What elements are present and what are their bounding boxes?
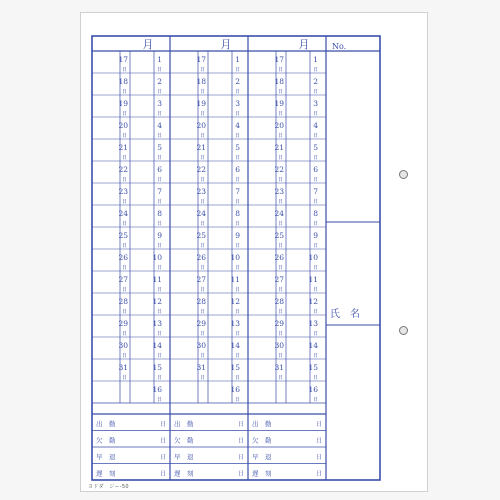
- day-number-right: 12: [308, 297, 318, 306]
- day-number-right: 6: [313, 165, 318, 174]
- day-unit-right: 日: [312, 67, 318, 73]
- summary-unit: 日: [238, 470, 245, 478]
- day-unit-right: 日: [234, 309, 240, 315]
- day-unit-right: 日: [156, 265, 162, 271]
- day-number-left: 28: [118, 297, 128, 306]
- summary-label: 出 勤: [252, 420, 272, 428]
- day-number-right: 11: [230, 275, 240, 284]
- summary-label: 遅 刻: [96, 469, 116, 478]
- day-unit-left: 日: [121, 331, 127, 337]
- day-number-right: 2: [157, 77, 162, 86]
- day-unit-left: 日: [121, 375, 127, 381]
- day-unit-right: 日: [234, 111, 240, 117]
- summary-label: 遅 刻: [252, 469, 272, 478]
- day-number-right: 7: [157, 187, 162, 196]
- day-unit-left: 日: [121, 67, 127, 73]
- day-number-left: 17: [274, 55, 284, 64]
- day-unit-left: 日: [199, 155, 205, 161]
- day-number-right: 11: [152, 275, 162, 284]
- day-number-left: 27: [118, 275, 128, 284]
- day-number-right: 9: [313, 231, 318, 240]
- day-number-right: 1: [313, 55, 318, 64]
- day-number-left: 24: [196, 209, 206, 218]
- day-number-left: 29: [118, 319, 128, 328]
- day-number-right: 8: [157, 209, 162, 218]
- day-unit-left: 日: [199, 353, 205, 359]
- summary-label: 遅 刻: [174, 469, 194, 478]
- day-unit-right: 日: [234, 353, 240, 359]
- day-number-right: 4: [313, 121, 318, 130]
- day-number-right: 5: [313, 143, 318, 152]
- day-number-right: 15: [152, 363, 162, 372]
- day-number-right: 8: [235, 209, 240, 218]
- day-unit-left: 日: [277, 111, 283, 117]
- day-number-right: 14: [152, 341, 162, 350]
- day-unit-left: 日: [121, 155, 127, 161]
- day-number-right: 1: [157, 55, 162, 64]
- day-unit-left: 日: [121, 309, 127, 315]
- day-number-right: 10: [230, 253, 240, 262]
- day-unit-right: 日: [312, 397, 318, 403]
- day-unit-left: 日: [121, 111, 127, 117]
- day-unit-right: 日: [312, 177, 318, 183]
- name-label: 氏 名: [330, 309, 360, 320]
- day-number-left: 31: [274, 363, 284, 372]
- day-unit-left: 日: [121, 265, 127, 271]
- day-unit-right: 日: [156, 67, 162, 73]
- day-unit-left: 日: [199, 111, 205, 117]
- day-unit-left: 日: [199, 199, 205, 205]
- day-unit-right: 日: [234, 89, 240, 95]
- day-number-left: 22: [274, 165, 284, 174]
- day-unit-left: 日: [277, 265, 283, 271]
- day-unit-right: 日: [156, 89, 162, 95]
- day-number-left: 28: [274, 297, 284, 306]
- day-number-right: 5: [157, 143, 162, 152]
- day-number-right: 11: [308, 275, 318, 284]
- day-unit-right: 日: [312, 243, 318, 249]
- month-label: 月: [142, 38, 154, 51]
- summary-unit: 日: [316, 421, 323, 428]
- day-number-right: 16: [308, 385, 318, 394]
- day-unit-left: 日: [277, 309, 283, 315]
- day-unit-right: 日: [312, 353, 318, 359]
- day-unit-left: 日: [277, 331, 283, 337]
- grid-text: [96, 38, 360, 478]
- day-unit-left: 日: [199, 221, 205, 227]
- day-number-left: 23: [196, 187, 206, 196]
- day-number-left: 25: [274, 231, 284, 240]
- day-number-left: 31: [196, 363, 206, 372]
- day-number-right: 3: [313, 99, 318, 108]
- day-number-left: 18: [274, 77, 284, 86]
- day-number-left: 30: [118, 341, 128, 350]
- day-number-right: 15: [230, 363, 240, 372]
- day-number-left: 28: [196, 297, 206, 306]
- day-number-left: 18: [118, 77, 128, 86]
- day-unit-right: 日: [156, 221, 162, 227]
- day-number-left: 21: [274, 143, 284, 152]
- day-number-left: 22: [118, 165, 128, 174]
- day-unit-left: 日: [121, 89, 127, 95]
- day-number-right: 13: [152, 319, 162, 328]
- summary-label: 早 退: [174, 453, 194, 461]
- day-unit-left: 日: [277, 353, 283, 359]
- day-number-right: 14: [308, 341, 318, 350]
- day-number-right: 6: [235, 165, 240, 174]
- day-number-right: 3: [235, 99, 240, 108]
- summary-unit: 日: [316, 454, 323, 461]
- day-unit-left: 日: [277, 199, 283, 205]
- day-unit-left: 日: [121, 133, 127, 139]
- summary-unit: 日: [238, 421, 245, 428]
- day-number-left: 24: [118, 209, 128, 218]
- day-unit-right: 日: [234, 177, 240, 183]
- day-number-left: 27: [274, 275, 284, 284]
- day-number-left: 25: [118, 231, 128, 240]
- day-number-left: 29: [274, 319, 284, 328]
- day-number-left: 19: [274, 99, 284, 108]
- day-unit-right: 日: [156, 309, 162, 315]
- day-unit-right: 日: [234, 243, 240, 249]
- day-number-right: 2: [235, 77, 240, 86]
- footer-code: ヨドダ ジー-50: [88, 484, 129, 490]
- summary-unit: 日: [160, 470, 167, 478]
- day-unit-left: 日: [121, 243, 127, 249]
- day-number-right: 16: [152, 385, 162, 394]
- day-number-right: 6: [157, 165, 162, 174]
- day-number-left: 23: [118, 187, 128, 196]
- day-number-left: 22: [196, 165, 206, 174]
- day-number-right: 12: [230, 297, 240, 306]
- summary-label: 欠 勤: [174, 436, 194, 445]
- day-unit-left: 日: [277, 221, 283, 227]
- day-unit-right: 日: [234, 67, 240, 73]
- day-number-left: 19: [118, 99, 128, 108]
- day-number-left: 31: [118, 363, 128, 372]
- day-unit-left: 日: [121, 177, 127, 183]
- day-unit-left: 日: [199, 243, 205, 249]
- day-unit-right: 日: [234, 397, 240, 403]
- summary-label: 早 退: [252, 453, 272, 461]
- day-unit-right: 日: [156, 287, 162, 293]
- summary-unit: 日: [160, 454, 167, 461]
- no-label: No.: [332, 42, 347, 51]
- day-unit-right: 日: [312, 331, 318, 337]
- day-number-right: 10: [308, 253, 318, 262]
- day-unit-left: 日: [277, 177, 283, 183]
- day-number-left: 27: [196, 275, 206, 284]
- day-unit-right: 日: [156, 133, 162, 139]
- day-unit-right: 日: [156, 111, 162, 117]
- summary-label: 出 勤: [96, 420, 116, 428]
- day-unit-left: 日: [121, 221, 127, 227]
- day-unit-right: 日: [312, 89, 318, 95]
- day-unit-left: 日: [199, 331, 205, 337]
- day-number-right: 7: [235, 187, 240, 196]
- day-number-left: 23: [274, 187, 284, 196]
- day-number-right: 13: [230, 319, 240, 328]
- day-unit-left: 日: [199, 177, 205, 183]
- day-unit-right: 日: [156, 243, 162, 249]
- day-number-right: 10: [152, 253, 162, 262]
- day-unit-right: 日: [234, 287, 240, 293]
- day-unit-left: 日: [199, 67, 205, 73]
- summary-unit: 日: [316, 470, 323, 478]
- day-number-left: 19: [196, 99, 206, 108]
- day-number-right: 14: [230, 341, 240, 350]
- day-number-left: 26: [196, 253, 206, 262]
- day-number-left: 21: [196, 143, 206, 152]
- day-unit-left: 日: [277, 89, 283, 95]
- day-unit-right: 日: [234, 265, 240, 271]
- day-unit-left: 日: [277, 375, 283, 381]
- day-number-right: 3: [157, 99, 162, 108]
- day-unit-left: 日: [121, 353, 127, 359]
- day-unit-right: 日: [234, 331, 240, 337]
- summary-unit: 日: [238, 454, 245, 461]
- day-number-left: 26: [274, 253, 284, 262]
- day-unit-right: 日: [156, 177, 162, 183]
- day-unit-right: 日: [312, 199, 318, 205]
- day-number-left: 20: [196, 121, 206, 130]
- day-unit-right: 日: [312, 111, 318, 117]
- day-unit-left: 日: [199, 265, 205, 271]
- day-number-left: 25: [196, 231, 206, 240]
- day-unit-right: 日: [156, 397, 162, 403]
- day-unit-right: 日: [312, 221, 318, 227]
- day-unit-right: 日: [234, 199, 240, 205]
- day-number-left: 17: [196, 55, 206, 64]
- day-number-right: 16: [230, 385, 240, 394]
- day-number-left: 21: [118, 143, 128, 152]
- summary-unit: 日: [316, 437, 323, 445]
- day-number-left: 30: [274, 341, 284, 350]
- day-unit-left: 日: [199, 287, 205, 293]
- day-number-right: 5: [235, 143, 240, 152]
- summary-unit: 日: [238, 437, 245, 445]
- day-number-left: 24: [274, 209, 284, 218]
- day-unit-left: 日: [277, 133, 283, 139]
- summary-unit: 日: [160, 437, 167, 445]
- day-unit-left: 日: [277, 67, 283, 73]
- day-unit-left: 日: [199, 309, 205, 315]
- day-unit-left: 日: [277, 287, 283, 293]
- day-number-right: 1: [235, 55, 240, 64]
- day-unit-right: 日: [312, 265, 318, 271]
- day-number-right: 12: [152, 297, 162, 306]
- day-number-left: 17: [118, 55, 128, 64]
- day-number-right: 2: [313, 77, 318, 86]
- day-number-left: 26: [118, 253, 128, 262]
- day-unit-right: 日: [156, 199, 162, 205]
- day-number-left: 20: [274, 121, 284, 130]
- summary-label: 欠 勤: [252, 436, 272, 445]
- day-unit-right: 日: [234, 155, 240, 161]
- day-number-right: 13: [308, 319, 318, 328]
- summary-unit: 日: [160, 421, 167, 428]
- day-unit-right: 日: [312, 287, 318, 293]
- day-unit-right: 日: [156, 375, 162, 381]
- day-unit-right: 日: [312, 133, 318, 139]
- day-unit-left: 日: [199, 89, 205, 95]
- day-number-right: 9: [235, 231, 240, 240]
- day-unit-right: 日: [312, 155, 318, 161]
- summary-label: 出 勤: [174, 420, 194, 428]
- day-unit-right: 日: [312, 375, 318, 381]
- day-number-left: 29: [196, 319, 206, 328]
- day-unit-right: 日: [156, 155, 162, 161]
- day-number-right: 15: [308, 363, 318, 372]
- month-label: 月: [220, 38, 232, 51]
- day-number-right: 4: [235, 121, 240, 130]
- day-unit-left: 日: [199, 375, 205, 381]
- day-number-left: 20: [118, 121, 128, 130]
- month-label: 月: [298, 38, 310, 51]
- day-unit-right: 日: [156, 331, 162, 337]
- summary-label: 欠 勤: [96, 436, 116, 445]
- day-unit-left: 日: [277, 155, 283, 161]
- day-unit-left: 日: [277, 243, 283, 249]
- day-number-right: 4: [157, 121, 162, 130]
- day-unit-right: 日: [234, 133, 240, 139]
- summary-label: 早 退: [96, 453, 116, 461]
- day-unit-right: 日: [234, 221, 240, 227]
- day-number-right: 9: [157, 231, 162, 240]
- day-unit-right: 日: [156, 353, 162, 359]
- day-number-right: 8: [313, 209, 318, 218]
- day-unit-left: 日: [121, 199, 127, 205]
- day-unit-right: 日: [234, 375, 240, 381]
- day-number-left: 18: [196, 77, 206, 86]
- day-number-left: 30: [196, 341, 206, 350]
- day-unit-left: 日: [199, 133, 205, 139]
- day-unit-right: 日: [312, 309, 318, 315]
- day-unit-left: 日: [121, 287, 127, 293]
- day-number-right: 7: [313, 187, 318, 196]
